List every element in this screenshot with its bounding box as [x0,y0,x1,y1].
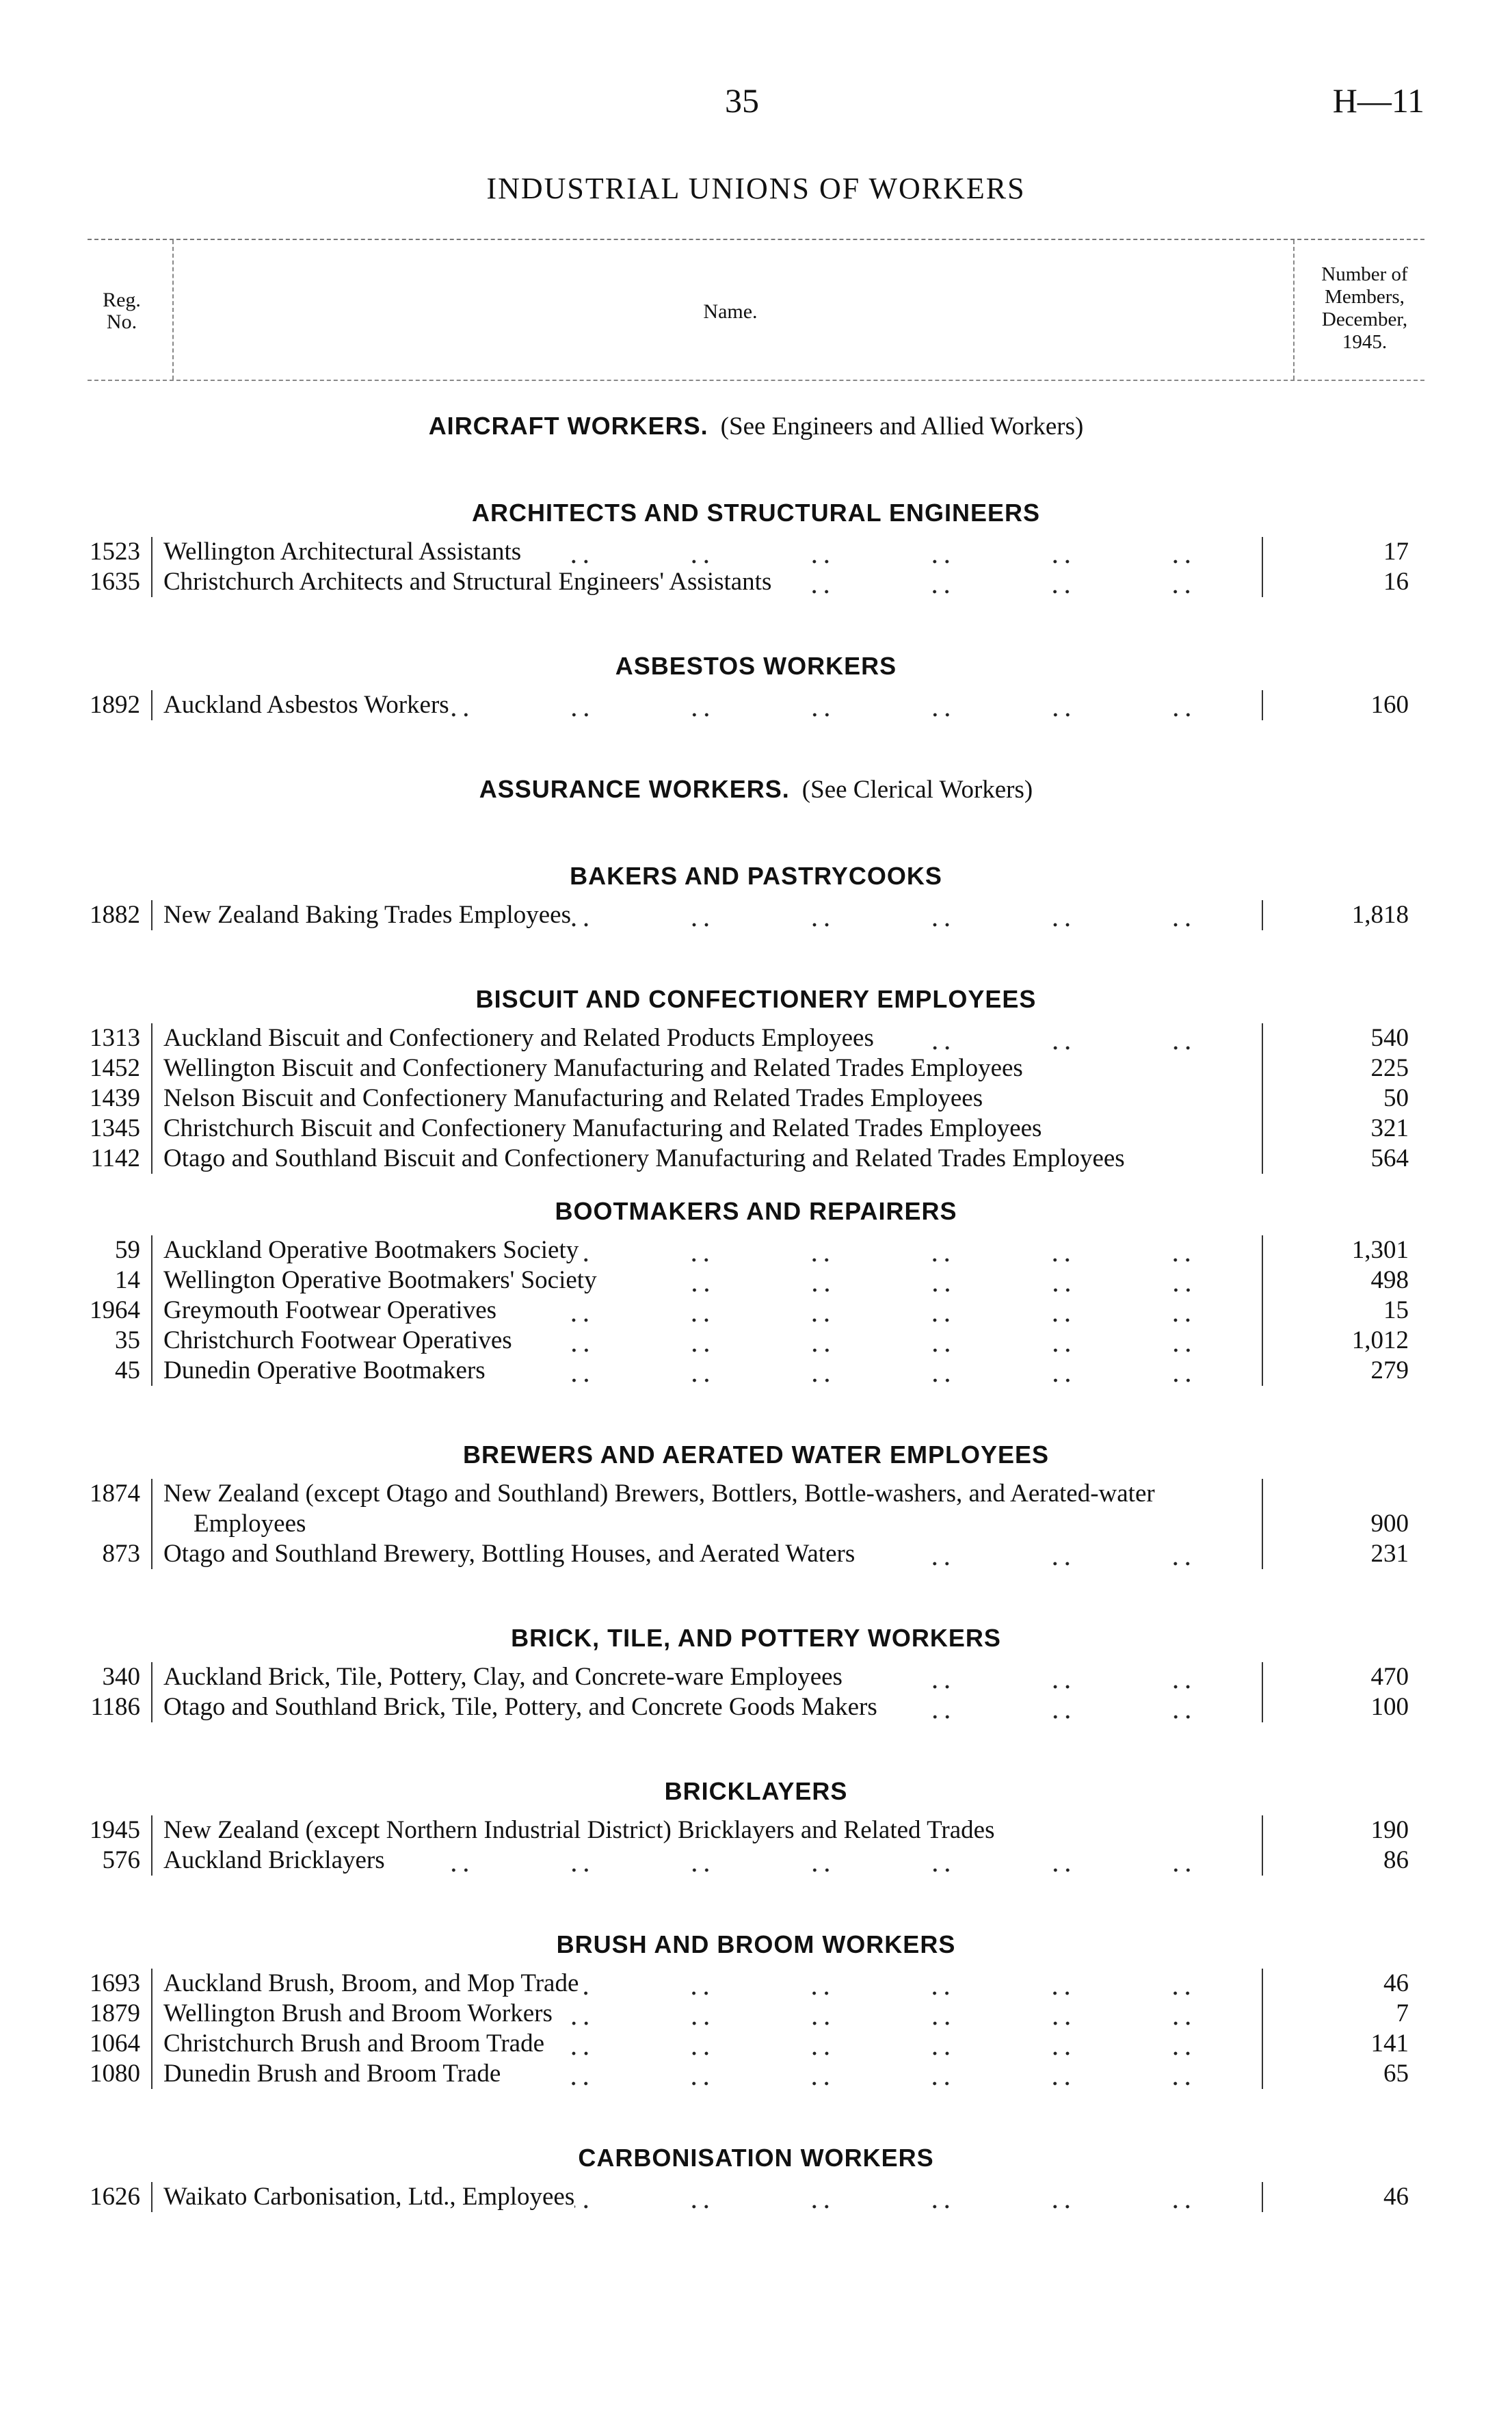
section-heading [0,859,1512,893]
name-cell [151,1845,1263,1876]
name-cell [151,1235,1263,1265]
name-cell [151,1479,1263,1539]
header-members [1305,263,1424,354]
union-name: Greymouth Footwear Operatives [163,1296,497,1324]
union-name: Wellington Brush and Broom Workers [163,1999,553,2027]
name-cell [151,1265,1263,1296]
table-row [0,1969,1512,1999]
union-name: Dunedin Operative Bootmakers [163,1356,486,1384]
section-heading [0,982,1512,1016]
section [0,649,1512,720]
dot-leader [1207,1509,1248,1539]
table-row [0,1235,1512,1265]
dot-leader [496,1296,1248,1326]
union-name: New Zealand Baking Trades Employees [163,901,571,929]
name-cell [151,537,1263,567]
header-reg-no [88,289,156,333]
union-name: Auckland Bricklayers [163,1846,385,1874]
reg-number: 1635 [90,568,140,596]
header-name: Name. [703,300,758,323]
reg-number: 1345 [90,1114,140,1142]
page-title: INDUSTRIAL UNIONS OF WORKERS [486,172,1026,205]
member-count: 1,818 [1351,901,1409,929]
member-count: 141 [1370,2029,1409,2058]
dot-leader [855,1539,1248,1569]
dot-leader [512,1326,1248,1356]
name-cell [151,1969,1263,1999]
section-heading-text: ASSURANCE WORKERS. [479,775,790,803]
member-count: 46 [1383,1969,1409,1997]
reg-number: 1064 [90,2029,140,2058]
reg-number: 1945 [90,1816,140,1844]
section-heading [0,409,1512,444]
cross-reference: (See Engineers and Allied Workers) [720,412,1084,441]
table-row [0,1539,1512,1569]
union-name: Auckland Asbestos Workers [163,691,449,719]
member-count: 17 [1383,538,1409,566]
paper-reference: H—11 [1332,81,1424,120]
table-row [0,1326,1512,1356]
union-name: Waikato Carbonisation, Ltd., Employees [163,2183,575,2211]
header-members-line: Number of [1321,263,1408,285]
union-name: Otago and Southland Brick, Tile, Pottery, and Concrete Goods Makers [163,1693,877,1721]
name-cell [151,1296,1263,1326]
page-number: 35 [725,81,759,120]
dot-leader [771,567,1248,597]
dot-leader [553,1999,1248,2029]
member-count: 190 [1370,1816,1409,1844]
member-count: 564 [1370,1144,1409,1172]
section [0,2141,1512,2212]
section [0,859,1512,930]
header-members-line: December, [1321,308,1408,330]
dot-leader [385,1845,1248,1876]
name-cell [151,1053,1263,1083]
table-row [0,1662,1512,1692]
table-row [0,1265,1512,1296]
member-count: 86 [1383,1846,1409,1874]
dot-leader [877,1692,1248,1722]
reg-number: 576 [102,1846,140,1874]
member-count: 160 [1370,691,1409,719]
union-name: Auckland Operative Bootmakers Society [163,1236,579,1264]
dot-leader [574,2182,1248,2212]
member-count: 470 [1370,1663,1409,1691]
section-heading-text: BISCUIT AND CONFECTIONERY EMPLOYEES [475,985,1037,1013]
dot-leader [544,2029,1248,2059]
table-row [0,1023,1512,1053]
dot-leader [571,900,1248,930]
table-row [0,2029,1512,2059]
member-count: 225 [1370,1054,1409,1082]
name-cell [151,1326,1263,1356]
reg-number: 45 [115,1356,140,1384]
section [0,1438,1512,1569]
reg-number: 1186 [90,1693,140,1721]
section-heading-text: AIRCRAFT WORKERS. [428,412,708,440]
member-count: 231 [1370,1540,1409,1568]
table-row [0,2059,1512,2089]
section-heading [0,1774,1512,1809]
reg-number: 35 [115,1326,140,1354]
table-row [0,1692,1512,1722]
union-name: Wellington Biscuit and Confectionery Manufacturing and Related Trades Employees [163,1054,1023,1082]
table-row [0,1144,1512,1174]
table-row [0,690,1512,720]
member-count: 1,301 [1351,1236,1409,1264]
reg-number: 1892 [90,691,140,719]
table-row [0,900,1512,930]
reg-number: 1313 [90,1024,140,1052]
union-name: Christchurch Footwear Operatives [163,1326,512,1354]
reg-number: 1080 [90,2060,140,2088]
name-cell [151,1083,1263,1114]
reg-number: 340 [102,1663,140,1691]
reg-number: 873 [102,1540,140,1568]
name-cell [151,1539,1263,1569]
header-members-line: Members, [1325,286,1405,308]
table-row [0,537,1512,567]
section [0,409,1512,444]
name-cell [151,2059,1263,2089]
section-heading-text: BRUSH AND BROOM WORKERS [556,1930,956,1958]
dot-leader [449,690,1248,720]
name-cell [151,1999,1263,2029]
member-count: 540 [1370,1024,1409,1052]
name-cell [151,900,1263,930]
section-heading-text: CARBONISATION WORKERS [578,2144,934,2172]
section [0,1928,1512,2089]
reg-number: 1874 [90,1480,140,1508]
union-name: New Zealand (except Northern Industrial District) Bricklayers and Related Trades [163,1816,995,1844]
section-heading-text: BAKERS AND PASTRYCOOKS [570,862,942,890]
name-cell [151,1662,1263,1692]
union-name: Wellington Operative Bootmakers' Society [163,1266,597,1294]
table-row [0,567,1512,597]
name-cell [151,1114,1263,1144]
section [0,982,1512,1174]
reg-number: 1879 [90,1999,140,2027]
dot-leader [579,1969,1248,1999]
member-count: 279 [1370,1356,1409,1384]
section-heading [0,496,1512,530]
reg-number: 1439 [90,1084,140,1112]
union-name: Dunedin Brush and Broom Trade [163,2060,501,2088]
name-cell [151,1144,1263,1174]
table-row [0,1356,1512,1386]
section-heading [0,772,1512,807]
reg-number: 1882 [90,901,140,929]
union-name: Auckland Brick, Tile, Pottery, Clay, and Concrete-ware Employees [163,1663,843,1691]
section-heading-text: BRICK, TILE, AND POTTERY WORKERS [511,1624,1001,1652]
column-divider [1293,240,1295,380]
section-heading-text: BOOTMAKERS AND REPAIRERS [555,1197,957,1225]
section-heading-text: ASBESTOS WORKERS [615,652,897,680]
dot-leader [521,537,1248,567]
reg-number: 1142 [90,1144,140,1172]
union-name: Christchurch Architects and Structural Engineers' Assistants [163,568,772,596]
union-name: Nelson Biscuit and Confectionery Manufacturing and Related Trades Employees [163,1084,983,1112]
table-row [0,1815,1512,1845]
name-cell [151,567,1263,597]
section [0,1621,1512,1722]
member-count: 1,012 [1351,1326,1409,1354]
reg-number: 1693 [90,1969,140,1997]
section-heading-text: BRICKLAYERS [664,1777,848,1805]
name-cell [151,2182,1263,2212]
member-count: 498 [1370,1266,1409,1294]
table-row [0,1083,1512,1114]
member-count: 46 [1383,2183,1409,2211]
section-heading-text: ARCHITECTS AND STRUCTURAL ENGINEERS [471,499,1041,527]
union-name: Auckland Brush, Broom, and Mop Trade [163,1969,579,1997]
header-reg-line: Reg. [103,289,141,311]
section [0,1194,1512,1386]
section-heading [0,1621,1512,1655]
member-count: 100 [1370,1693,1409,1721]
section-heading-text: BREWERS AND AERATED WATER EMPLOYEES [462,1441,1050,1469]
cross-reference: (See Clerical Workers) [801,776,1033,804]
member-count: 50 [1383,1084,1409,1112]
name-cell [151,2029,1263,2059]
table-header [88,239,1424,381]
table-row [0,2182,1512,2212]
reg-number: 1523 [90,538,140,566]
reg-number: 1626 [90,2183,140,2211]
union-name: Wellington Architectural Assistants [163,538,522,566]
table-row [0,1053,1512,1083]
reg-number: 1452 [90,1054,140,1082]
reg-number: 1964 [90,1296,140,1324]
header-members-line: 1945. [1342,331,1388,353]
union-name: Otago and Southland Brewery, Bottling Houses, and Aerated Waters [163,1540,856,1568]
member-count: 16 [1383,568,1409,596]
section [0,1774,1512,1876]
union-table [0,409,1512,2264]
table-row [0,1845,1512,1876]
name-cell [151,1356,1263,1386]
member-count: 65 [1383,2060,1409,2088]
section-heading [0,2141,1512,2175]
reg-number: 14 [115,1266,140,1294]
section-heading [0,1194,1512,1228]
dot-leader [843,1662,1248,1692]
member-count: 900 [1370,1510,1409,1538]
member-count: 7 [1396,1999,1409,2027]
table-row [0,1999,1512,2029]
member-count: 321 [1370,1114,1409,1142]
union-name: Otago and Southland Biscuit and Confectionery Manufacturing and Related Trades Employees [163,1144,1125,1172]
section-heading [0,1438,1512,1472]
union-name: Auckland Biscuit and Confectionery and Related Products Employees [163,1024,874,1052]
name-cell [151,1692,1263,1722]
union-name: Christchurch Biscuit and Confectionery Manufacturing and Related Trades Employees [163,1114,1042,1142]
dot-leader [597,1265,1248,1296]
name-cell [151,690,1263,720]
table-row [0,1114,1512,1144]
reg-number: 59 [115,1236,140,1264]
section [0,772,1512,807]
dot-leader [579,1235,1248,1265]
column-divider [172,240,174,380]
header-reg-line: No. [106,311,137,333]
section-heading [0,649,1512,683]
table-row [0,1479,1512,1539]
section [0,496,1512,597]
section-heading [0,1928,1512,1962]
table-row [0,1296,1512,1326]
dot-leader [874,1023,1248,1053]
member-count: 15 [1383,1296,1409,1324]
name-cell [151,1023,1263,1053]
union-name: New Zealand (except Otago and Southland) Brewers, Bottlers, Bottle-washers, and Aerated-water Employees [163,1480,1155,1538]
dot-leader [486,1356,1248,1386]
union-name: Christchurch Brush and Broom Trade [163,2029,545,2058]
dot-leader [501,2059,1248,2089]
name-cell [151,1815,1263,1845]
